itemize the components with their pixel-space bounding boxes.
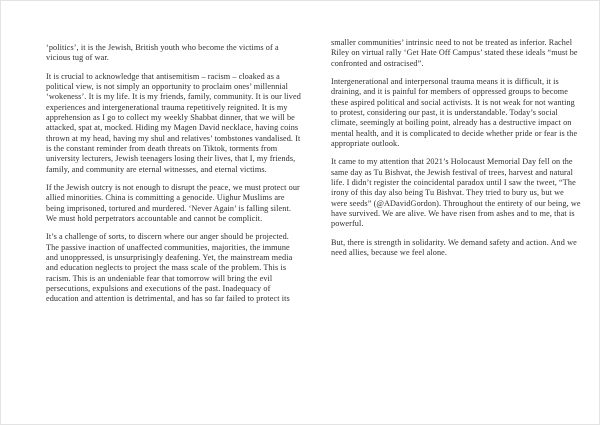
left-page-text-column: [46, 43, 302, 313]
paragraph: It is crucial to acknowledge that antisemitism – racism – cloaked as a political view, is not simply an opportunity to proclaim ones’ millennial ‘wokeness’. It is my life. It is my friends, family, community. It is our lived experiences and intergenerational trauma repetitively reignited. It is my apprehension as I go to collect my weekly Shabbat dinner, that we will be attacked, spat at, mocked. Hiding my Magen David necklace, having coins thrown at my head, having my shul and relatives’ tombstones vandalised. It is the constant reminder from death threats on Tiktok, torments from university lecturers, Jewish teenagers losing their lives, that I, my friends, family, and community are eternal witnesses, and eternal victims.: [46, 71, 301, 174]
right-page-text-column: [331, 38, 581, 266]
paragraph: If the Jewish outcry is not enough to disrupt the peace, we must protect our allied minorities. China is committing a genocide. Uighur Muslims are being imprisoned, tortured and murdered. ‘Never Again’ is falling silent. We must hold perpetrators accountable and cannot be complicit.: [46, 182, 300, 223]
paragraph: It’s a challenge of sorts, to discern where our anger should be projected. The passive inaction of unaffected communities, majorities, the immune and unoppressed, is unsurprisingly deafening. Yet, the mainstream media and education neglects to project the mass scale of the problem. This is racism. This is an undeniable fear that tomorrow will bring the evil persecutions, expulsions and executions of the past. Inadequacy of education and attention is detrimental, and has so far failed to protect its: [46, 232, 293, 304]
paragraph: smaller communities’ intrinsic need to not be treated as inferior. Rachel Riley on virtual rally ‘Get Hate Off Campus’ stated these ideals “must be confronted and ostracised”.: [331, 38, 578, 68]
paragraph: It came to my attention that 2021’s Holocaust Memorial Day fell on the same day as Tu Bishvat, the Jewish festival of trees, harvest and natural life. I didn’t register the coincidental paradox until I saw the tweet, “The irony of this day also being Tu Bishvat. They tried to bury us, but we were seeds” (@ADavidGordon). Throughout the entirety of our being, we have survived. We are alive. We have risen from ashes and to me, that is powerful.: [331, 157, 581, 229]
paragraph: Intergenerational and interpersonal trauma means it is difficult, it is draining, and it is painful for members of oppressed groups to become these aspired political and social activists. It is not weak for not wanting to protest, considering our past, it is understandable. Today’s social climate, seemingly at boiling point, already has a destructive impact on mental health, and it is complicated to decide whether pride or fear is the appropriate outlook.: [331, 76, 578, 148]
paragraph: ‘politics’, it is the Jewish, British youth who become the victims of a vicious tug of war.: [46, 43, 279, 63]
paragraph: But, there is strength in solidarity. We demand safety and action. And we need allies, because we feel alone.: [331, 237, 577, 257]
